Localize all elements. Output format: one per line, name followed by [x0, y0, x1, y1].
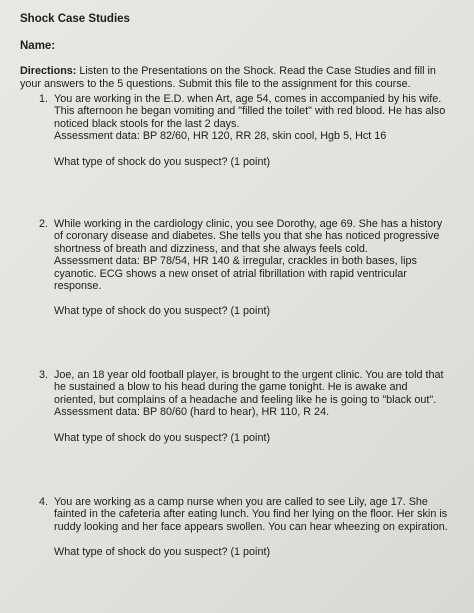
assessment-data: Assessment data: BP 80/60 (hard to hear), HR 110, R 24. — [54, 406, 330, 419]
case-text: Joe, an 18 year old football player, is brought to the urgent clinic. You are told that he sustained a blow to his head during the game tonight. He is awake and oriented, but complains of a headache and feeling like he is going to "black out". — [54, 368, 444, 406]
question-number: 3. — [38, 368, 48, 381]
case-text: While working in the cardiology clinic, you see Dorothy, age 69. She has a history of coronary disease and diabetes. She tells you that she has noticed progressive shortness of breath and dizziness, and that she always feels cold. — [54, 218, 443, 255]
question-body — [54, 218, 452, 318]
question-body — [54, 496, 452, 559]
case-text: You are working in the E.D. when Art, age 54, comes in accompanied by his wife. This afternoon he began vomiting and "filled the toilet" with red blood. He has also noticed black stools for the last 2 days. — [54, 93, 446, 130]
question-body — [54, 369, 452, 444]
question-number: 4. — [38, 495, 48, 508]
name-label: Name: — [20, 40, 56, 52]
question-body — [54, 93, 452, 168]
question-2 — [20, 218, 452, 318]
question-number: 2. — [38, 218, 48, 231]
question-prompt: What type of shock do you suspect? (1 point) — [54, 431, 271, 444]
directions — [20, 65, 452, 90]
directions-text: Listen to the Presentations on the Shock. Read the Case Studies and fill in your answers to the 5 questions. Submit this file to the assignment for this course. — [20, 65, 436, 90]
question-prompt: What type of shock do you suspect? (1 point) — [54, 546, 271, 559]
assessment-data: Assessment data: BP 82/60, HR 120, RR 28, skin cool, Hgb 5, Hct 16 — [54, 130, 387, 143]
case-text: You are working as a camp nurse when you are called to see Lily, age 17. She fainted in the cafeteria after eating lunch. You find her lying on the floor. Her skin is ruddy looking and her face appears swollen. You can hear wheezing on expiration. — [54, 495, 448, 533]
question-3 — [20, 369, 452, 444]
assessment-data: Assessment data: BP 78/54, HR 140 & irregular, crackles in both bases, lips cyanotic. ECG shows a new onset of atrial fibrillation with rapid ventricular response. — [54, 255, 417, 293]
question-prompt: What type of shock do you suspect? (1 point) — [54, 305, 271, 318]
question-4 — [20, 496, 452, 559]
question-1 — [20, 93, 452, 168]
question-number: 1. — [38, 93, 48, 105]
question-prompt: What type of shock do you suspect? (1 point) — [54, 155, 271, 168]
document-title: Shock Case Studies — [20, 13, 130, 25]
directions-label: Directions: — [20, 65, 77, 77]
